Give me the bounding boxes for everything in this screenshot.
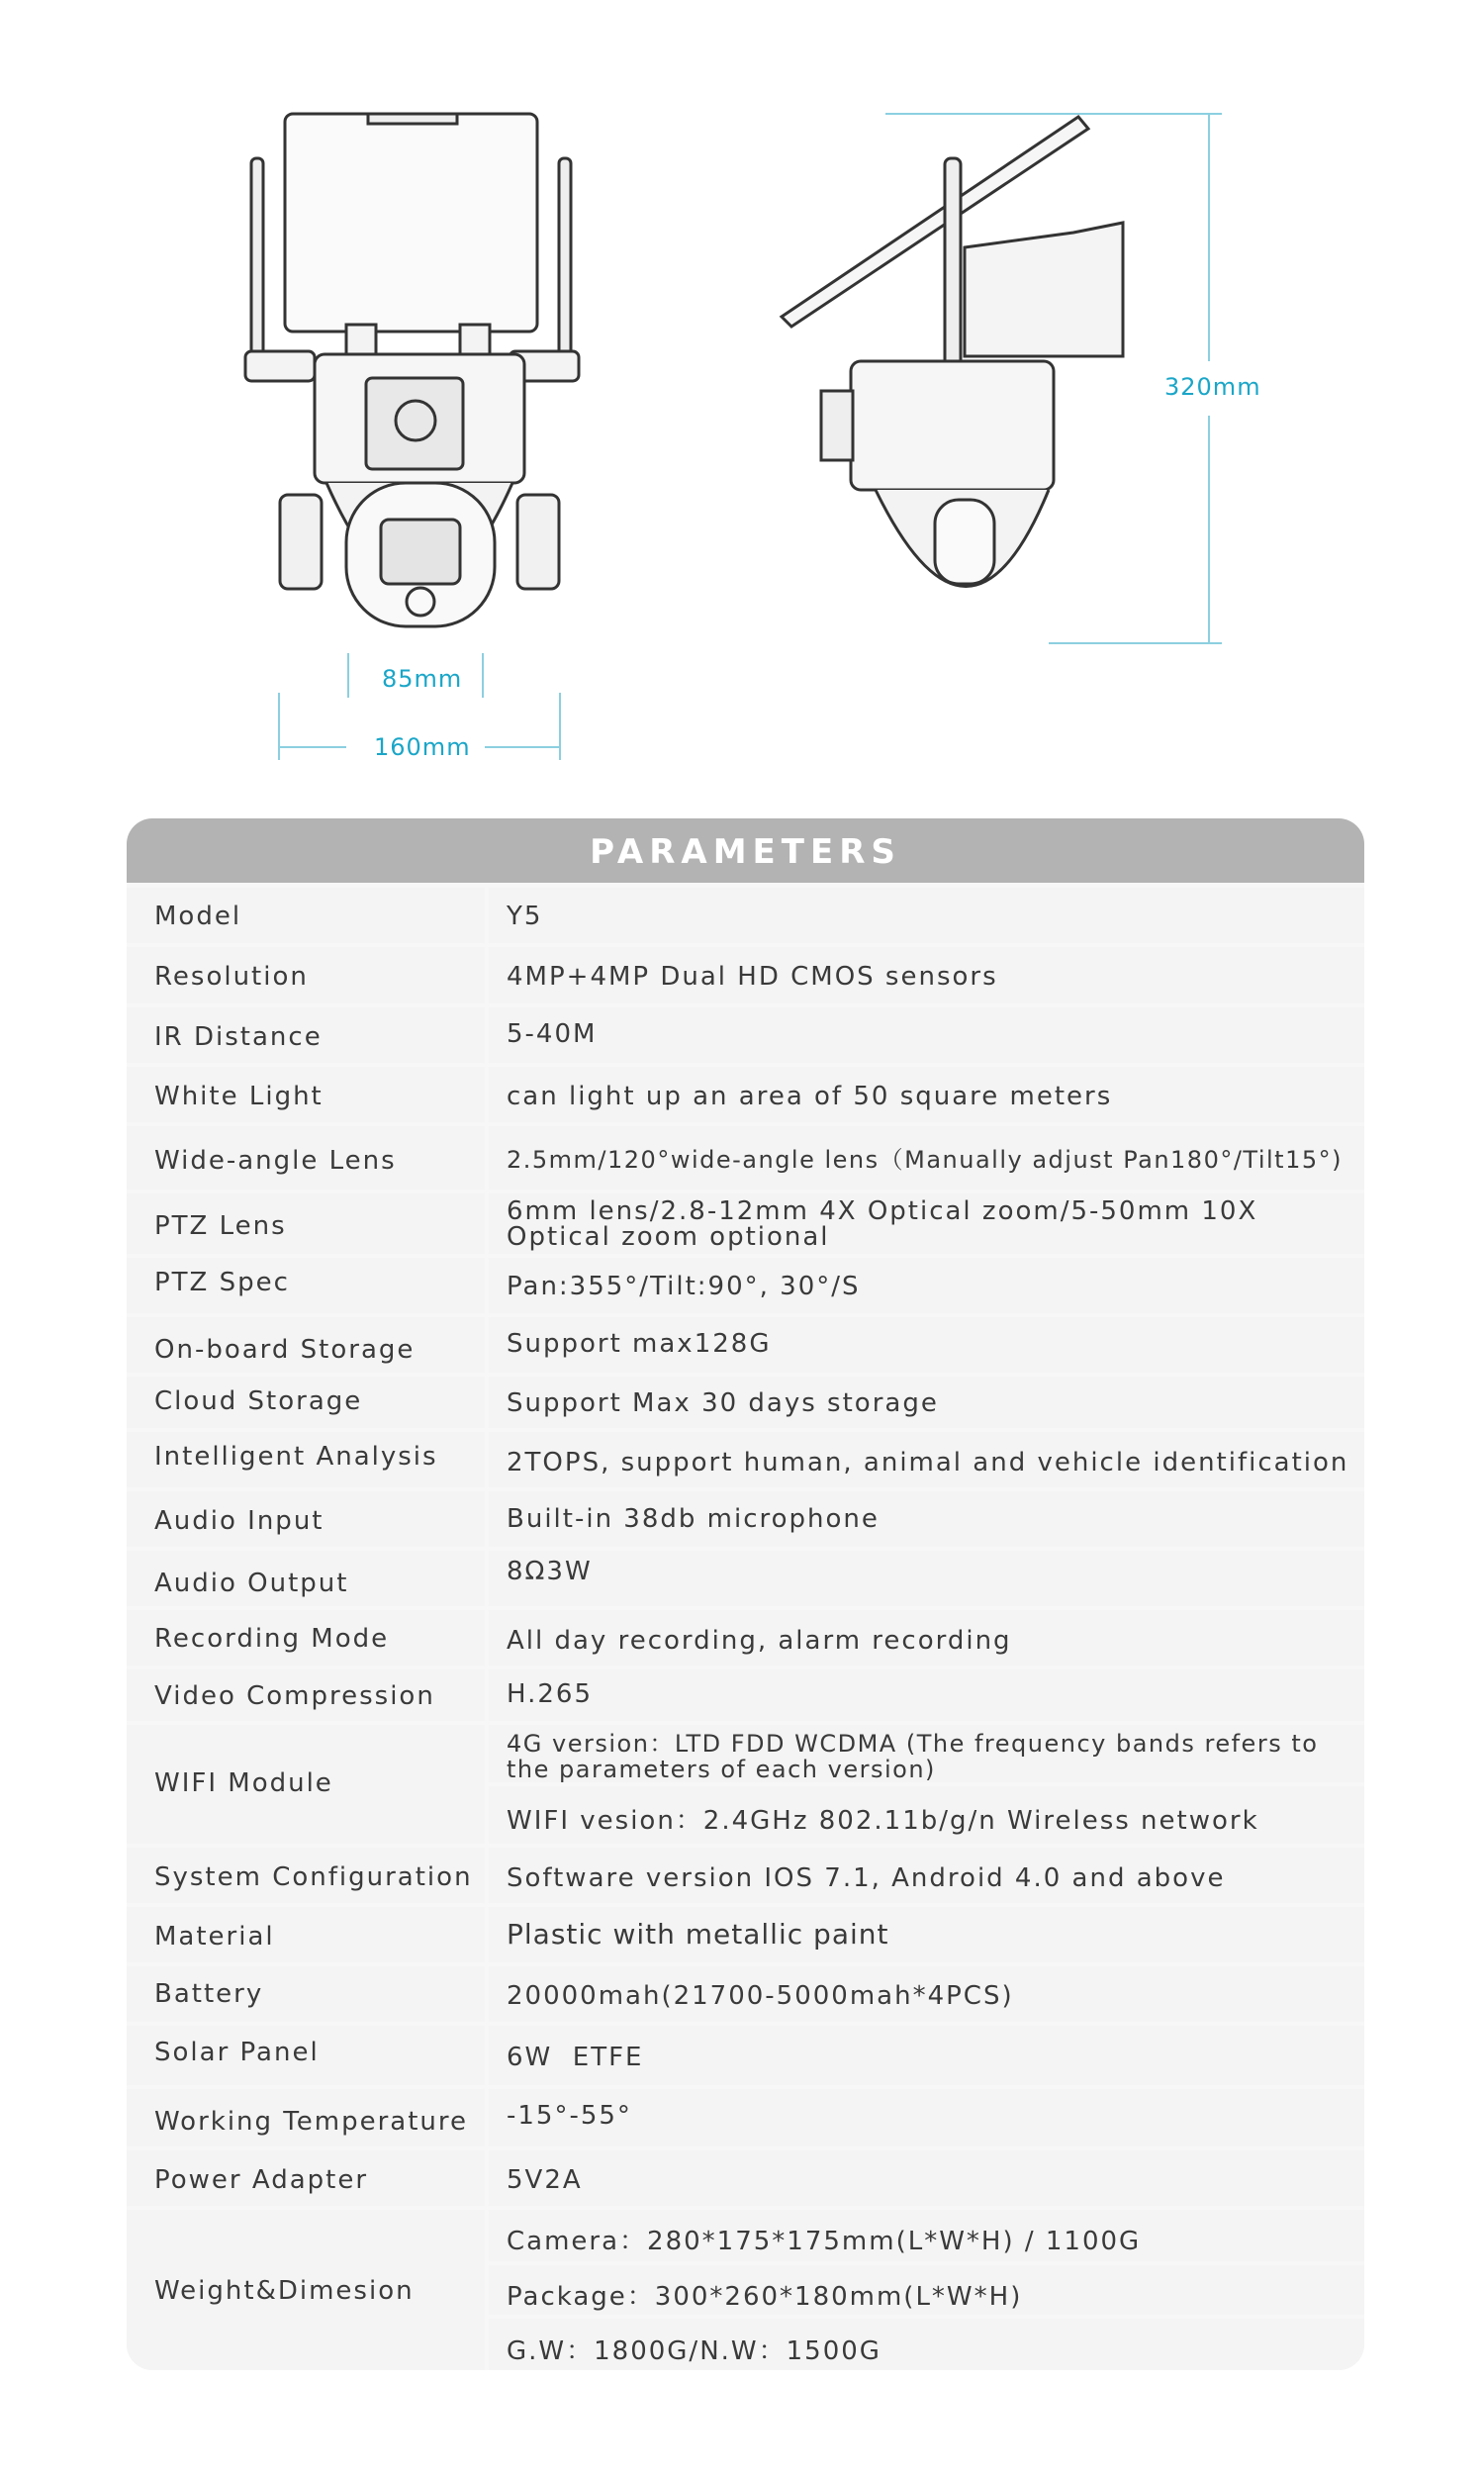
table-header [127, 818, 1364, 883]
row-value: G.W：1800G/N.W：1500G [507, 2336, 881, 2366]
row-label: Material [154, 1922, 275, 1952]
row-label: Wide-angle Lens [154, 1146, 397, 1176]
row-label: Working Temperature [154, 2107, 469, 2137]
row-value: 2.5mm/120°wide-angle lens（Manually adjust Pan180°/Tilt15°) [507, 1146, 1343, 1174]
row-value: Package：300*260*180mm(L*W*H) [507, 2282, 1023, 2312]
row-value: Plastic with metallic paint [507, 1918, 889, 1951]
row-label: Cloud Storage [154, 1386, 363, 1416]
product-drawing [0, 0, 1484, 792]
row-value: Support max128G [507, 1329, 772, 1359]
row-value: 6mm lens/2.8-12mm 4X Optical zoom/5-50mm 10X Optical zoom optional [507, 1196, 1258, 1252]
row-value: -15°-55° [507, 2101, 632, 2131]
table-row [127, 1317, 1364, 1373]
row-label: Intelligent Analysis [154, 1442, 438, 1472]
row-label: Audio Input [154, 1506, 325, 1536]
table-row [127, 1848, 1364, 1903]
row-value: 4G version：LTD FDD WCDMA (The frequency bands refers to the parameters of each version) [507, 1730, 1319, 1783]
row-value: 8Ω3W [507, 1557, 593, 1586]
table-row [127, 1551, 1364, 1606]
row-label: Power Adapter [154, 2165, 369, 2195]
table-row [127, 1491, 1364, 1547]
table-title: PARAMETERS [590, 832, 901, 872]
front-view-camera-icon [245, 114, 579, 626]
height-320mm-label: 320mm [1164, 373, 1261, 401]
table-row [127, 1377, 1364, 1428]
row-value: Support Max 30 days storage [507, 1388, 939, 1418]
width-85mm-label: 85mm [382, 665, 463, 693]
table-row [127, 1725, 1364, 1844]
row-label: White Light [154, 1082, 324, 1111]
table-row [127, 2026, 1364, 2085]
row-value: 6W ETFE [507, 2043, 644, 2072]
row-value: Built-in 38db microphone [507, 1504, 880, 1534]
row-value: 5V2A [507, 2165, 583, 2195]
row-value: Software version IOS 7.1, Android 4.0 and above [507, 1863, 1226, 1893]
table-row [127, 1966, 1364, 2022]
row-label: System Configuration [154, 1862, 473, 1892]
table-row [127, 2089, 1364, 2146]
row-value: 5-40M [507, 1019, 598, 1049]
parameters-table [127, 818, 1364, 2370]
table-row [127, 2210, 1364, 2370]
table-row [127, 1907, 1364, 1962]
table-row [127, 947, 1364, 1003]
side-view-camera-icon [782, 117, 1123, 587]
width-160mm-label: 160mm [374, 733, 471, 761]
row-label: WIFI Module [154, 1768, 333, 1798]
row-value: 2TOPS, support human, animal and vehicle identification [507, 1448, 1349, 1477]
row-value: can light up an area of 50 square meters [507, 1082, 1113, 1111]
row-label: Audio Output [154, 1569, 349, 1598]
row-label: Solar Panel [154, 2038, 320, 2067]
table-row [127, 1126, 1364, 1190]
row-value: All day recording, alarm recording [507, 1626, 1012, 1656]
table-row [127, 1193, 1364, 1254]
row-value: Camera：280*175*175mm(L*W*H) / 1100G [507, 2227, 1142, 2256]
row-value: 20000mah(21700-5000mah*4PCS) [507, 1981, 1014, 2011]
row-label: Weight&Dimesion [154, 2276, 415, 2306]
row-label: On-board Storage [154, 1335, 416, 1365]
table-row [127, 888, 1364, 943]
row-label: PTZ Spec [154, 1268, 290, 1297]
table-row [127, 1067, 1364, 1122]
row-label: Resolution [154, 962, 309, 992]
row-value: 4MP+4MP Dual HD CMOS sensors [507, 962, 998, 992]
row-value: Y5 [507, 902, 543, 931]
row-label: Recording Mode [154, 1624, 390, 1654]
row-label: Video Compression [154, 1681, 435, 1711]
row-value: H.265 [507, 1679, 593, 1709]
table-row [127, 2150, 1364, 2206]
row-value: Pan:355°/Tilt:90°, 30°/S [507, 1272, 861, 1301]
table-row [127, 1610, 1364, 1666]
table-row [127, 1007, 1364, 1063]
table-row [127, 1432, 1364, 1487]
row-label: Battery [154, 1979, 264, 2009]
table-row [127, 1669, 1364, 1721]
row-value: WIFI vesion：2.4GHz 802.11b/g/n Wireless network [507, 1806, 1259, 1836]
row-label: Model [154, 902, 242, 931]
row-label: PTZ Lens [154, 1211, 287, 1241]
table-row [127, 1258, 1364, 1313]
row-label: IR Distance [154, 1022, 323, 1052]
